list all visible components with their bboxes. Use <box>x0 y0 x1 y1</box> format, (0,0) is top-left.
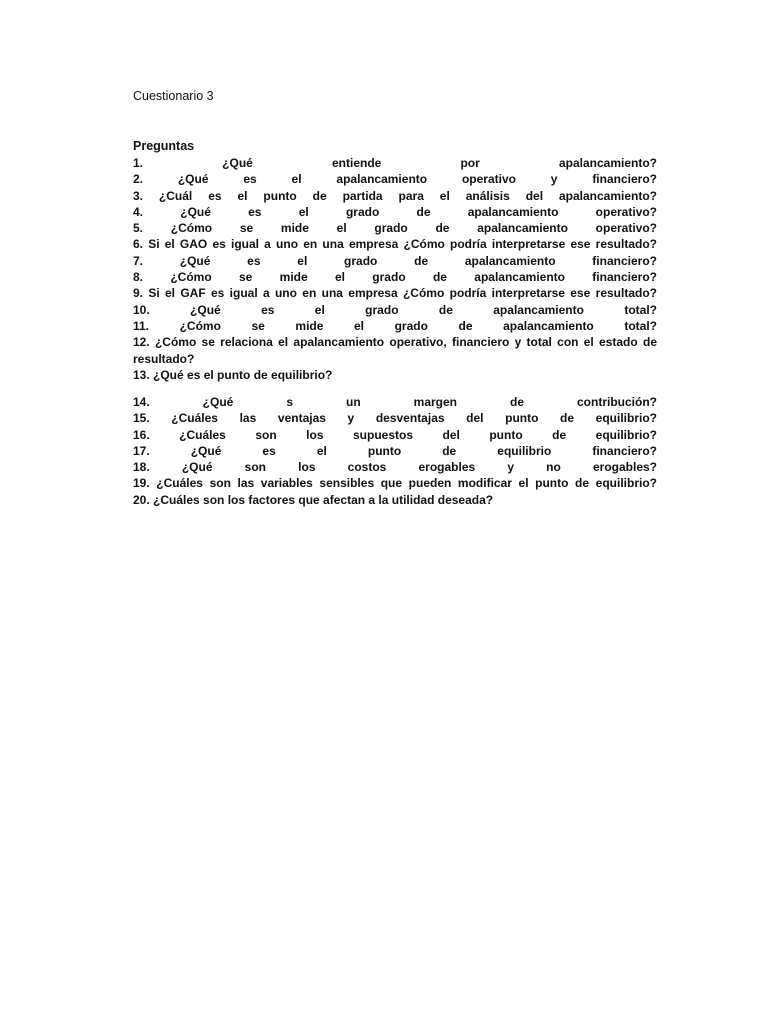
question-7: 7. ¿Qué es el grado de apalancamiento financiero? <box>133 253 657 268</box>
section-label-preguntas: Preguntas <box>133 139 195 153</box>
question-14: 14. ¿Qué s un margen de contribución? <box>133 395 657 409</box>
question-8: 8. ¿Cómo se mide el grado de apalancamiento financiero? <box>133 270 657 285</box>
question-2: 2. ¿Qué es el apalancamiento operativo y financiero? <box>133 172 657 187</box>
question-16: 16. ¿Cuáles son los supuestos del punto de equilibrio? <box>133 427 657 442</box>
question-20: 20. ¿Cuáles son los factores que afectan a la utilidad deseada? <box>133 492 494 507</box>
question-4: 4. ¿Qué es el grado de apalancamiento operativo? <box>133 204 657 219</box>
question-1: 1. ¿Qué entiende por apalancamiento? <box>133 156 657 170</box>
question-3: 3. ¿Cuál es el punto de partida para el análisis del apalancamiento? <box>133 188 657 203</box>
question-15: 15. ¿Cuáles las ventajas y desventajas del punto de equilibrio? <box>133 411 657 426</box>
question-10: 10. ¿Qué es el grado de apalancamiento total? <box>133 302 657 317</box>
document-title: Cuestionario 3 <box>133 89 214 103</box>
question-list-part1 <box>133 155 657 383</box>
question-12: 12. ¿Cómo se relaciona el apalancamiento operativo, financiero y total con el estado de resultado? <box>133 335 657 366</box>
question-6: 6. Si el GAO es igual a uno en una empresa ¿Cómo podría interpretarse ese resultado? <box>133 237 657 252</box>
question-19: 19. ¿Cuáles son las variables sensibles que pueden modificar el punto de equilibrio? <box>133 476 657 491</box>
question-18: 18. ¿Qué son los costos erogables y no erogables? <box>133 460 657 475</box>
question-list-part2 <box>133 394 657 508</box>
question-11: 11. ¿Cómo se mide el grado de apalancamiento total? <box>133 318 657 333</box>
question-17: 17. ¿Qué es el punto de equilibrio financiero? <box>133 443 657 458</box>
question-9: 9. Si el GAF es igual a uno en una empresa ¿Cómo podría interpretarse ese resultado? <box>133 286 657 301</box>
question-13: 13. ¿Qué es el punto de equilibrio? <box>133 367 333 382</box>
question-5: 5. ¿Cómo se mide el grado de apalancamiento operativo? <box>133 221 657 236</box>
